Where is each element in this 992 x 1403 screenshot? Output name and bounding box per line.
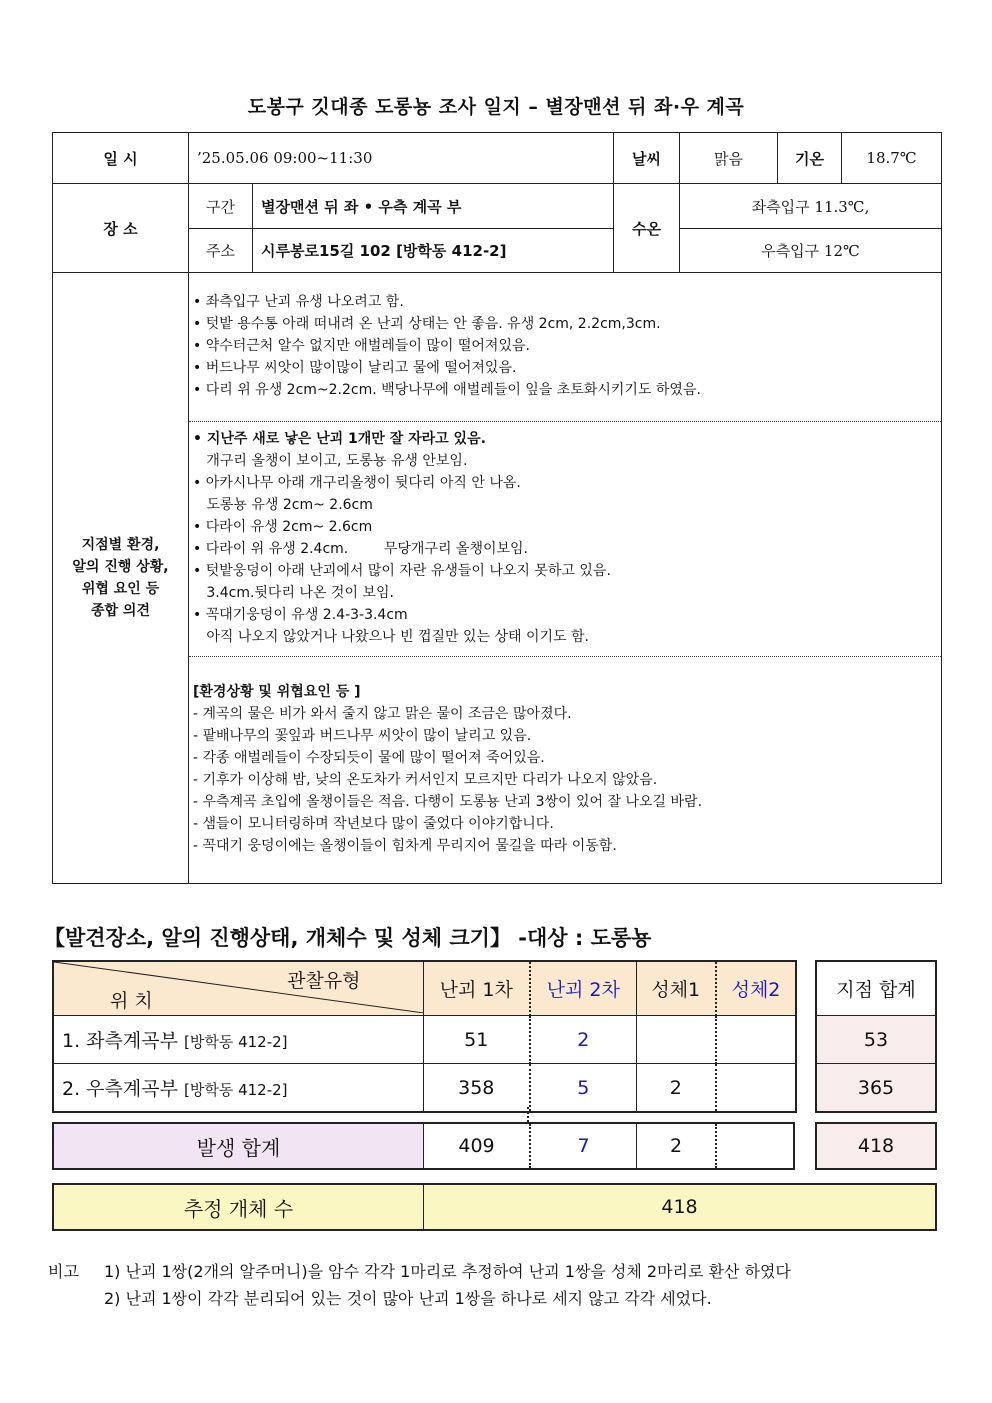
list-item: - 계곡의 물은 비가 와서 줄지 않고 맑은 물이 조금은 많아졌다. xyxy=(193,706,572,722)
cell-egg1: 51 xyxy=(423,1016,530,1064)
sum-total-box xyxy=(815,1122,937,1170)
sum-row xyxy=(52,1122,795,1170)
sum-total: 418 xyxy=(857,1135,895,1157)
threat-block xyxy=(189,657,941,869)
location-address: [방학동 412-2] xyxy=(184,1033,288,1051)
notes xyxy=(48,1258,791,1312)
col-header-egg2: 난괴 2차 xyxy=(530,961,636,1016)
observation-block-left xyxy=(189,273,941,422)
opinion-label xyxy=(53,273,189,884)
list-item: • 꼭대기웅덩이 유생 2.4-3-3.4cm xyxy=(193,607,408,623)
list-item: • 아카시나무 아래 개구리올챙이 뒷다리 아직 안 나옴. xyxy=(193,475,521,491)
sum-egg1: 409 xyxy=(424,1124,531,1168)
observation-table xyxy=(52,960,797,1113)
address-label: 주소 xyxy=(189,229,253,273)
list-item: • 텃밭웅덩이 아래 난괴에서 많이 자란 유생들이 나오지 못하고 있음. xyxy=(193,563,611,579)
col-header-adult1: 성체1 xyxy=(636,961,716,1016)
cell-egg2: 5 xyxy=(530,1064,636,1113)
site-total-row1: 53 xyxy=(816,1016,936,1064)
note-2: 2) 난괴 1쌍이 각각 분리되어 있는 것이 많아 난괴 1쌍을 하나로 세지 않고 각각 세었다. xyxy=(104,1289,712,1308)
opinion-label-line: 위협 요인 등 xyxy=(81,581,160,597)
list-item: - 우측계곡 초입에 올챙이들은 적음. 다행이 도롱뇽 난괴 3쌍이 있어 잘 나오길 바람. xyxy=(193,794,703,810)
opinion-content xyxy=(189,273,942,884)
threat-title: [환경상황 및 위협요인 등 ] xyxy=(193,684,361,700)
water-temp-left: 좌측입구 11.3℃, xyxy=(680,184,942,229)
row-location xyxy=(53,1016,423,1064)
list-item: 도롱뇽 유생 2cm~ 2.6cm xyxy=(193,497,373,513)
water-temp-label: 수온 xyxy=(614,184,680,273)
note-1: 1) 난괴 1쌍(2개의 알주머니)을 암수 각각 1마리로 추정하여 난괴 1쌍을 성체 2마리로 환산 하였다 xyxy=(104,1262,791,1281)
sum-egg2: 7 xyxy=(531,1124,637,1168)
cell-adult1: 2 xyxy=(636,1064,716,1113)
cell-adult1 xyxy=(636,1016,716,1064)
section-heading: 【발견장소, 알의 진행상태, 개체수 및 성체 크기】 -대상 : 도롱뇽 xyxy=(44,926,652,950)
cell-egg1: 358 xyxy=(423,1064,530,1113)
list-item: • 텃밭 용수통 아래 떠내려 온 난괴 상태는 안 좋음. 유생 2cm, 2.2cm,3cm. xyxy=(193,316,661,332)
observation-block-middle xyxy=(189,422,941,657)
section-label: 구간 xyxy=(189,184,253,229)
list-item: - 기후가 이상해 밤, 낮의 온도차가 커서인지 모르지만 다리가 나오지 않았음. xyxy=(193,772,658,788)
sum-adult1: 2 xyxy=(637,1124,717,1168)
estimate-value: 418 xyxy=(661,1196,698,1218)
col-header-adult2: 성체2 xyxy=(716,961,796,1016)
site-total-row2: 365 xyxy=(816,1064,936,1113)
cell-adult2 xyxy=(716,1064,796,1113)
sum-label: 발생 합계 xyxy=(54,1124,424,1168)
list-item: - 샘들이 모니터링하며 작년보다 많이 줄었다 이야기합니다. xyxy=(193,816,554,832)
list-item: • 다라이 유생 2cm~ 2.6cm xyxy=(193,519,373,535)
temperature-value: 18.7℃ xyxy=(842,133,942,184)
section-value: 별장맨션 뒤 좌 • 우측 계곡 부 xyxy=(253,184,614,229)
dotted-connector xyxy=(527,1107,529,1122)
location-address: [방학동 412-2] xyxy=(184,1081,288,1099)
list-item: • 다라이 위 유생 2.4cm. 무당개구리 올챙이보임. xyxy=(193,541,528,557)
list-item: - 각종 애벌레들이 수장되듯이 물에 많이 떨어져 죽어있음. xyxy=(193,750,545,766)
list-item: • 다리 위 유생 2cm~2.2cm. 백당나무에 애벌레들이 잎을 초토화시키기도 하였음. xyxy=(193,382,701,398)
sum-adult2 xyxy=(717,1124,793,1168)
estimate-label: 추정 개체 수 xyxy=(54,1185,424,1229)
water-temp-right: 우측입구 12℃ xyxy=(680,229,942,273)
list-item: • 좌측입구 난괴 유생 나오려고 함. xyxy=(193,294,404,310)
cell-egg2: 2 xyxy=(530,1016,636,1064)
list-item: • 지난주 새로 낳은 난괴 1개만 잘 자라고 있음. xyxy=(193,431,486,447)
header-location-label: 위 치 xyxy=(110,990,153,1012)
header-diagonal-cell xyxy=(53,961,423,1016)
weather-label: 날씨 xyxy=(614,133,680,184)
col-header-egg1: 난괴 1차 xyxy=(423,961,530,1016)
opinion-label-line: 지점별 환경, xyxy=(81,537,160,553)
table-row xyxy=(53,1064,796,1113)
place-label: 장 소 xyxy=(53,184,189,273)
notes-label: 비고 xyxy=(48,1262,79,1281)
address-value: 시루봉로15길 102 [방학동 412-2] xyxy=(253,229,614,273)
temperature-label: 기온 xyxy=(778,133,842,184)
date-value: ’25.05.06 09:00~11:30 xyxy=(189,133,614,184)
list-item: - 꼭대기 웅덩이에는 올챙이들이 힘차게 무리지어 물길을 따라 이동함. xyxy=(193,838,617,854)
estimate-row xyxy=(52,1183,937,1231)
table-row xyxy=(53,1016,796,1064)
location-name: 1. 좌측계곡부 xyxy=(62,1030,178,1052)
list-item: 개구리 올챙이 보이고, 도롱뇽 유생 안보임. xyxy=(193,453,468,469)
site-total-header: 지점 합계 xyxy=(816,961,936,1016)
page-title: 도봉구 깃대종 도롱뇽 조사 일지 – 별장맨션 뒤 좌·우 계곡 xyxy=(247,96,745,118)
survey-log-table xyxy=(52,132,942,884)
date-label: 일 시 xyxy=(53,133,189,184)
opinion-label-line: 알의 진행 상황, xyxy=(72,559,169,575)
list-item: 3.4cm.뒷다리 나온 것이 보임. xyxy=(193,585,394,601)
list-item: 아직 나오지 않았거나 나왔으나 빈 껍질만 있는 상태 이기도 함. xyxy=(193,629,589,645)
header-type-label: 관찰유형 xyxy=(287,970,361,992)
opinion-label-line: 종합 의견 xyxy=(91,603,150,619)
cell-adult2 xyxy=(716,1016,796,1064)
row-location xyxy=(53,1064,423,1113)
location-name: 2. 우측계곡부 xyxy=(62,1078,178,1100)
site-total-table xyxy=(815,960,937,1113)
weather-value: 맑음 xyxy=(680,133,778,184)
list-item: • 버드나무 씨앗이 많이많이 날리고 물에 떨어져있음. xyxy=(193,360,517,376)
list-item: • 약수터근처 알수 없지만 애벌레들이 많이 떨어져있음. xyxy=(193,338,530,354)
list-item: - 팥배나무의 꽃잎과 버드나무 씨앗이 많이 날리고 있음. xyxy=(193,728,532,744)
